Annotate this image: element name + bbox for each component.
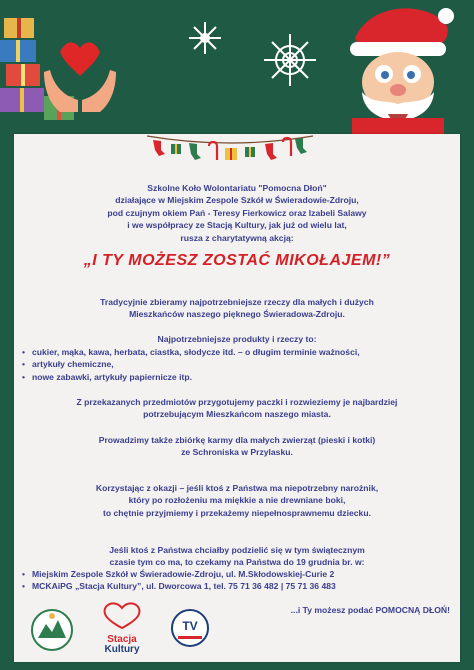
- santa-icon: [350, 8, 454, 138]
- paragraph-line: ze Schroniska w Przylasku.: [181, 447, 293, 458]
- paragraph-line: to chętnie przyjmiemy i przekażemy niepełnosprawnemu dziecku.: [103, 507, 371, 518]
- tv-logo: [172, 610, 208, 646]
- paragraph-line: Korzystając z okazji – jeśli ktoś z Państwa ma niepotrzebny narożnik,: [95, 483, 379, 493]
- list-item: • nowe zabawki, artykuły papiernicze itp.: [22, 371, 360, 383]
- list-item: • Miejskim Zespole Szkół w Świeradowie-Zdroju, ul. M.Skłodowskiej-Curie 2: [22, 568, 336, 580]
- paragraph-line: potrzebującym Mieszkańcom naszego miasta.: [143, 409, 331, 420]
- paragraph-invitation: [14, 544, 460, 569]
- paragraph-packages: [14, 396, 460, 421]
- header-decoration: [0, 0, 474, 140]
- paragraph-line: Tradycyjnie zbieramy najpotrzebniejsze rzeczy dla małych i dużych: [100, 297, 374, 307]
- intro-line: działające w Miejskim Zespole Szkół w Świeradowie-Zdroju,: [115, 195, 359, 206]
- locations-list: [22, 568, 336, 593]
- kultury-word: Kultury: [104, 644, 140, 655]
- garland-icon: [145, 132, 315, 172]
- paragraph-line: który po rozłożeniu ma miękkie a nie drewniane boki,: [128, 495, 346, 506]
- stacja-word: Stacja: [107, 634, 137, 645]
- school-logo: [32, 610, 72, 650]
- paragraph-line: Z przekazanych przedmiotów przygotujemy paczki i rozwieziemy je najbardziej: [76, 397, 398, 407]
- intro-text: [14, 182, 460, 244]
- paragraph-line: Prowadzimy także zbiórkę karmy dla małych zwierząt (pieski i kotki): [98, 435, 376, 445]
- intro-line: rusza z charytatywną akcją:: [180, 232, 294, 243]
- paragraph-line: czasie tym co ma, to czekamy na Państwa do 19 grudnia br. w:: [109, 557, 365, 568]
- intro-line: i we współpracy ze Stacją Kultury, jak już od wielu lat,: [127, 220, 347, 231]
- closing-line: ...i Ty możesz podać POMOCNĄ DŁOŃ!: [290, 605, 450, 615]
- campaign-title: „I TY MOŻESZ ZOSTAĆ MIKOŁAJEM!”: [83, 252, 391, 269]
- stacja-kultury-logo: [105, 603, 140, 655]
- list-item: • cukier, mąka, kawa, herbata, ciastka, słodycze itd. – o długim terminie ważności,: [22, 346, 360, 358]
- logos-row: [30, 600, 230, 660]
- products-heading: Najpotrzebniejsze produkty i rzeczy to:: [157, 334, 317, 344]
- intro-line: Szkolne Koło Wolontariatu "Pomocna Dłoń": [147, 183, 327, 193]
- products-list: [22, 346, 360, 383]
- paragraph-corner-sofa: [14, 482, 460, 519]
- paragraph-collection: [14, 296, 460, 321]
- paragraph-animals: [14, 434, 460, 459]
- tv-label: TV: [182, 619, 198, 633]
- paragraph-line: Mieszkańców naszego pięknego Świeradowa-Zdroju.: [129, 309, 345, 320]
- snowflake-icon: [189, 22, 316, 86]
- hands-heart-icon: [44, 42, 116, 112]
- list-item: • artykuły chemiczne,: [22, 358, 360, 370]
- list-item: • MCKAiPG „Stacja Kultury”, ul. Dworcowa 1, tel. 75 71 36 482 | 75 71 36 483: [22, 580, 336, 592]
- intro-line: pod czujnym okiem Pań - Teresy Fierkowicz oraz Izabeli Salawy: [107, 207, 367, 218]
- gift-ornament-icon: [171, 144, 255, 160]
- paragraph-line: Jeśli ktoś z Państwa chciałby podzielić się w tym świątecznym: [109, 545, 365, 555]
